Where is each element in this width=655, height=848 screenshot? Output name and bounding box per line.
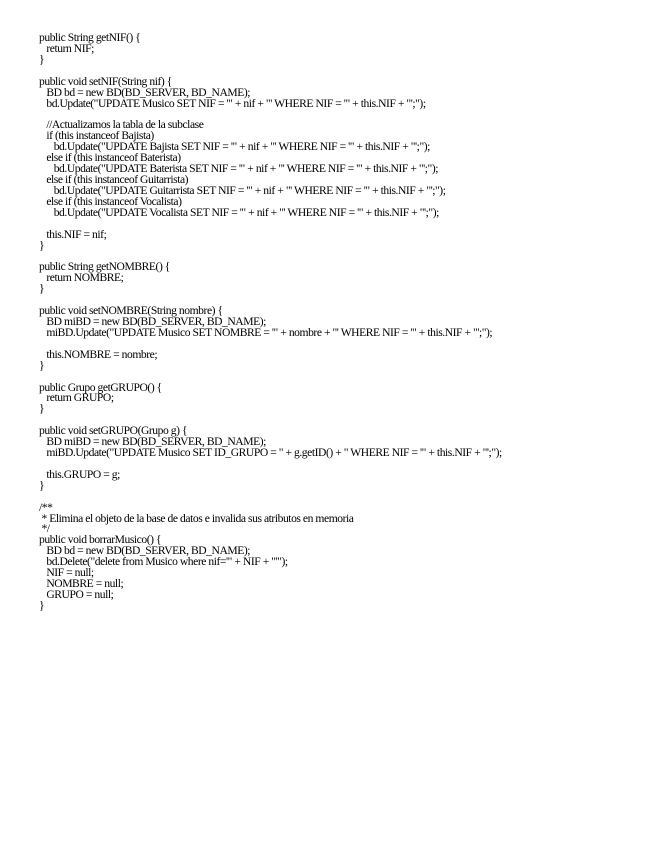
code-line: } (39, 478, 45, 492)
code-line: public void setNIF(String nif) { (39, 74, 172, 88)
code-line: } (39, 598, 45, 612)
code-line: this.GRUPO = g; (39, 467, 120, 481)
code-line: } (39, 282, 45, 296)
code-line: bd.Update("UPDATE Musico SET NIF = '" + nif + "' WHERE NIF = '" + this.NIF + "';"); (39, 96, 426, 110)
code-line: /** (39, 500, 53, 514)
code-line: //Actualizamos la tabla de la subclase (39, 118, 204, 132)
code-line: public void setGRUPO(Grupo g) { (39, 424, 188, 438)
code-line (39, 219, 655, 230)
code-line: NIF = null; (39, 566, 94, 580)
code-line: miBD.Update("UPDATE Musico SET ID_GRUPO = " + g.getID() + " WHERE NIF = '" + this.NIF + "';"); (39, 446, 502, 460)
code-line: public String getNOMBRE() { (39, 260, 170, 274)
code-line (39, 459, 655, 470)
code-line: } (39, 52, 45, 66)
code-line: else if (this instanceof Guitarrista) (39, 172, 189, 186)
code-line: BD bd = new BD(BD_SERVER, BD_NAME); (39, 85, 251, 99)
code-line: public void borrarMusico() { (39, 533, 162, 547)
code-line: * Elimina el objeto de la base de datos e invalida sus atributos en memoria (39, 511, 354, 525)
code-line: NOMBRE = null; (39, 577, 124, 591)
code-line: if (this instanceof Bajista) (39, 129, 154, 143)
code-line: BD miBD = new BD(BD_SERVER, BD_NAME); (39, 314, 266, 328)
code-line: public String getNIF() { (39, 31, 141, 44)
code-line (39, 492, 655, 503)
code-line: else if (this instanceof Vocalista) (39, 194, 182, 208)
code-line: */ (39, 522, 50, 536)
code-line: bd.Update("UPDATE Baterista SET NIF = '" + nif + "' WHERE NIF = '" + this.NIF + "';"); (39, 162, 439, 176)
code-line: this.NOMBRE = nombre; (39, 347, 158, 361)
code-line: bd.Update("UPDATE Guitarrista SET NIF = '" + nif + "' WHERE NIF = '" + this.NIF + "';"); (39, 183, 446, 197)
code-line: public Grupo getGRUPO() { (39, 380, 162, 394)
code-line: GRUPO = null; (39, 588, 114, 602)
code-line: return NIF; (39, 41, 94, 55)
code-line: } (39, 238, 45, 252)
code-line: return NOMBRE; (39, 271, 124, 285)
code-line: return GRUPO; (39, 391, 114, 405)
code-line: public void setNOMBRE(String nombre) { (39, 304, 223, 318)
code-line: bd.Update("UPDATE Vocalista SET NIF = '" + nif + "' WHERE NIF = '" + this.NIF + "';"); (39, 205, 439, 219)
code-line: else if (this instanceof Baterista) (39, 151, 181, 165)
code-line: this.NIF = nif; (39, 227, 107, 241)
code-line: BD bd = new BD(BD_SERVER, BD_NAME); (39, 544, 251, 558)
code-line: } (39, 402, 45, 416)
code-line: miBD.Update("UPDATE Musico SET NOMBRE = '" + nombre + "' WHERE NIF = '" + this.NIF + "';"); (39, 325, 493, 339)
code-line: bd.Delete("delete from Musico where nif='" + NIF + "'"); (39, 555, 288, 569)
code-line: BD miBD = new BD(BD_SERVER, BD_NAME); (39, 435, 266, 449)
code-line: bd.Update("UPDATE Bajista SET NIF = '" + nif + "' WHERE NIF = '" + this.NIF + "';"); (39, 140, 430, 154)
code-line: } (39, 358, 45, 372)
code-listing (39, 33, 655, 612)
